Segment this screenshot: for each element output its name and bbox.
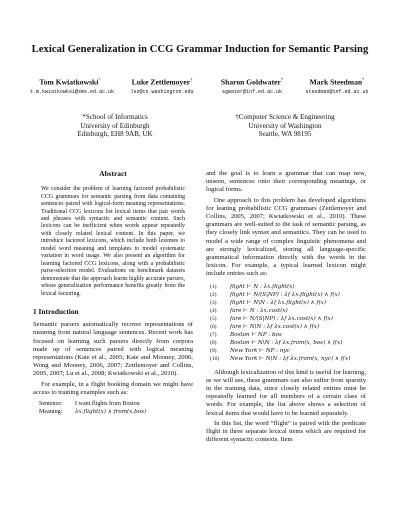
author-name: Sharon Goldwater* [220,77,284,87]
lexicon-entry: (5) fare ⊢ N/(S|NP) : λf λx.cost(x) ∧ f(x) [210,316,333,323]
affiliation-washington: †Computer Science & Engineering University of Washington Seattle, WA 98195 [235,113,335,139]
lexicon-list [210,283,366,364]
author-name: Mark Steedman* [309,77,365,87]
lexicon-entry: (10) New York ⊢ N\N : λf λx.from(x, nyc) ∧ f(x) [210,356,351,363]
affiliation-edinburgh: *School of Informatics University of Edinburgh Edinburgh, EH8 9AB, UK [77,113,153,139]
right-column [206,170,366,446]
section-heading: 1 Introduction [33,307,79,316]
author-block [124,77,200,95]
left-column [33,170,193,417]
lexicon-entry: (1) flight ⊢ N : λx.flight(x) [210,283,295,290]
abstract-heading: Abstract [99,169,127,178]
lexicon-entry: (4) fare ⊢ N : λx.cost(x) [210,307,288,314]
author-email: lsz@cs.washington.edu [130,88,194,95]
lexicon-entry: (7) Boston ⊢ NP : bos [210,332,282,339]
example-label: Sentence: [39,401,63,408]
author-email: steedman@inf.ed.ac.uk [305,88,369,95]
author-name: Tom Kwiatkowski* [39,77,101,87]
lexicon-entry: (2) flight ⊢ N/(S|NP) : λf λx.flight(x) ∧ f(x) [210,291,340,298]
paper-title: Lexical Generalization in CCG Grammar Induction for Semantic Parsing [31,44,369,55]
author-name: Luke Zettlemoyer† [131,77,193,87]
abstract-text: We consider the problem of learning factored probabilistic CCG grammars for semantic parsing from data containing sentences paired with logical-form meaning representations. Traditional CCG lexicons list lexical items that pair words and phrases with syntactic and semantic content. Such lexicons can be inefficient when words appear repeatedly with closely related lexical content. In this paper, we introduce factored lexicons, which include both lexemes to model word meaning and templates to model systematic variation in word usage. We also present an algorithm for learning factored CCG lexicons, along with a probabilistic parse-selection model. Evaluations on benchmark datasets demonstrate that the approach learns highly accurate parsers, whose generalization performance benefits greatly from the lexical factoring. [41,186,185,297]
example-label: Meaning: [39,408,63,415]
training-example [39,401,193,417]
example-meaning: λx.flight(x) ∧ from(x,bos) [75,408,147,415]
author-email: sgwater@inf.ed.ac.uk [221,88,282,95]
author-block [300,77,374,95]
author-email: t.m.kwiatkowksi@sms.ed.ac.uk [30,88,115,95]
paragraph: Semantic parsers automatically recover representations of meaning from natural language sentences. Recent work has focused on learning such parsers directly from corpora made up of sentences paired with logical meaning representations (Kate et al., 2005; Kate and Mooney, 2006; Wong and Mooney, 2006, 2007; Zettlemoyer and Collins, 2005, 2007; Lu et al., 2008; Kwiatkowski et al., 2010). [33,321,193,378]
example-sentence: I want flights from Boston [75,401,140,408]
lexicon-entry: (6) fare ⊢ N\N : λf λx.cost(x) ∧ f(x) [210,324,320,331]
paragraph: For example, in a flight booking domain we might have access to training examples such as: [33,380,193,396]
paragraph: In this list, the word “flight” is paired with the predicate flight in three separate lexical items which are required for different syntactic contexts. Item [206,419,366,444]
paragraph: One approach to this problem has developed algorithms for leaning probabilistic CCG grammars (Zettlemoyer and Collins, 2005, 2007; Kwiatkowski et al., 2010). These grammars are well-suited to the task of semantic parsing, as they closely link syntax and semantics. They can be used to model a wide range of complex linguistic phenomena and are strongly lexicalized, storing all language-specific grammatical information directly with the words in the lexicon. For example, a typical learned lexicon might include entries such as: [206,196,366,278]
lexicon-entry: (8) Boston ⊢ N\N : λf λx.from(x, bos) ∧ f(x) [210,340,343,347]
author-block [212,77,292,95]
paragraph: and the goal is to learn a grammar that can map new, unseen, sentences onto their corresponding meanings, or logical forms. [206,170,366,194]
lexicon-entry: (9) New York ⊢ NP : nyc [210,348,290,355]
paragraph: Although lexicalization of this kind is useful for learning, as we will see, these grammars can also suffer from sparsity in the training data, since closely related entries must be repeatedly learned for all members of a certain class of words. For example, the list above shows a selection of lexical items that would have to be learned separately. [206,368,366,417]
author-block [30,77,115,95]
lexicon-entry: (3) flight ⊢ N\N : λf λx.flight(x) ∧ f(x) [210,299,327,306]
